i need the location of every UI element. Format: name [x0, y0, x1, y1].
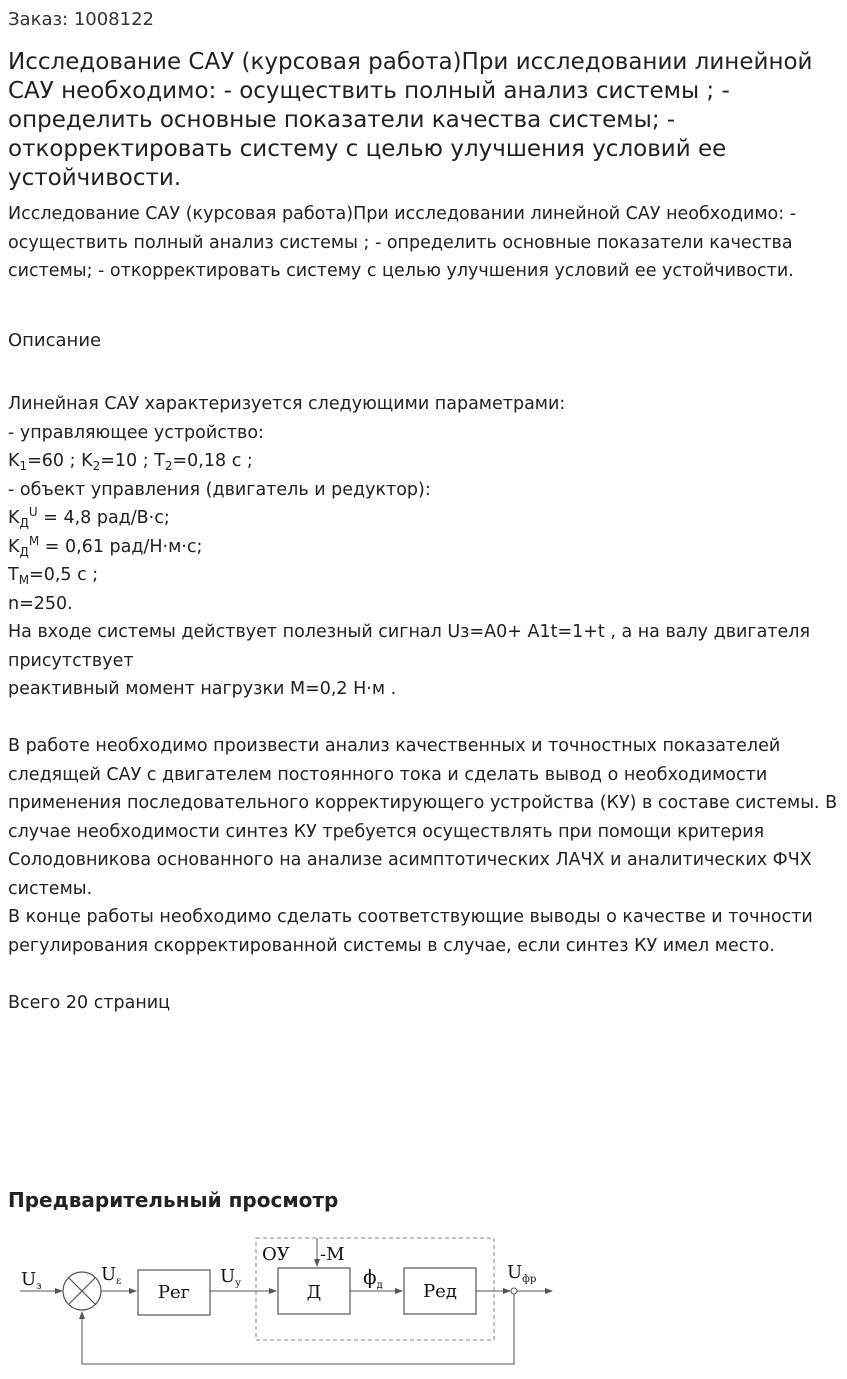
description-body: [8, 390, 840, 1017]
desc-pages: Всего 20 страниц: [8, 992, 171, 1013]
label-red: Ред: [423, 1281, 457, 1302]
desc-n: n=250.: [8, 593, 73, 614]
label-uy: $U_у$: [220, 1266, 242, 1289]
desc-control-object: - объект управления (двигатель и редуктор):: [8, 479, 431, 500]
label-ou: ОУ: [262, 1244, 290, 1265]
desc-k-params: $K_1=60$ ; $K_2=10$ ; $T_2=0,18$ с ;: [8, 451, 253, 473]
summing-junction: [63, 1272, 101, 1310]
desc-input-signal: На входе системы действует полезный сигнал Uз=A0+ A1t=1+t , а на валу двигателя присутствует: [8, 622, 810, 671]
order-number: Заказ: 1008122: [8, 9, 154, 30]
label-phi: $\phi_д$: [363, 1265, 383, 1291]
desc-control-device: - управляющее устройство:: [8, 422, 264, 443]
label-ufr: $U_{фр}$: [507, 1262, 537, 1285]
description-label: Описание: [8, 330, 102, 351]
label-uz: $U_з$: [21, 1269, 42, 1292]
lead-paragraph: Исследование САУ (курсовая работа)При исследовании линейной САУ необходимо: - осуществить полный анализ системы ; - определить основные показатели качества системы; - откорректировать систему с целью улучшения условий ее устойчивости.: [8, 204, 797, 281]
label-minus-m: -М: [320, 1244, 345, 1265]
desc-paragraph-2: В конце работы необходимо сделать соответствующие выводы о качестве и точности регулирования скорректированной системы в случае, если синтез КУ имел место.: [8, 907, 813, 956]
page-title: Исследование САУ (курсовая работа)При исследовании линейной САУ необходимо: - осуществить полный анализ системы ; - определить основные показатели качества системы; - откорректировать систему с целью улучшения условий ее устойчивости.: [8, 49, 813, 191]
desc-kdu: $K_Д^U = 4,8$ рад/В·с;: [8, 505, 170, 530]
desc-intro: Линейная САУ характеризуется следующими параметрами:: [8, 394, 566, 414]
desc-load: реактивный момент нагрузки M=0,2 Н·м .: [8, 679, 397, 699]
desc-kdm: $K_Д^M = 0,61$ рад/Н·м·с;: [8, 533, 203, 559]
label-reg: Рег: [157, 1282, 191, 1303]
preview-heading: Предварительный просмотр: [8, 1188, 339, 1212]
blank-line: [8, 704, 840, 733]
label-ue: $U_\varepsilon$: [101, 1264, 122, 1287]
label-d: Д: [306, 1282, 322, 1303]
block-diagram: [8, 1230, 568, 1375]
desc-paragraph-1: В работе необходимо произвести анализ качественных и точностных показателей следящей САУ с двигателем постоянного тока и сделать вывод о необходимости применения последовательного корректирующего устройства (КУ) в составе системы. В случае необходимости синтез КУ требуется осуществлять при помощи критерия Солодовникова основанного на анализе асимптотических ЛАЧХ и аналитических ФЧХ системы.: [8, 736, 838, 899]
blank-line: [8, 960, 840, 989]
desc-tm: $T_M=0,5$ с ;: [8, 565, 99, 587]
branch-point: [511, 1288, 517, 1294]
